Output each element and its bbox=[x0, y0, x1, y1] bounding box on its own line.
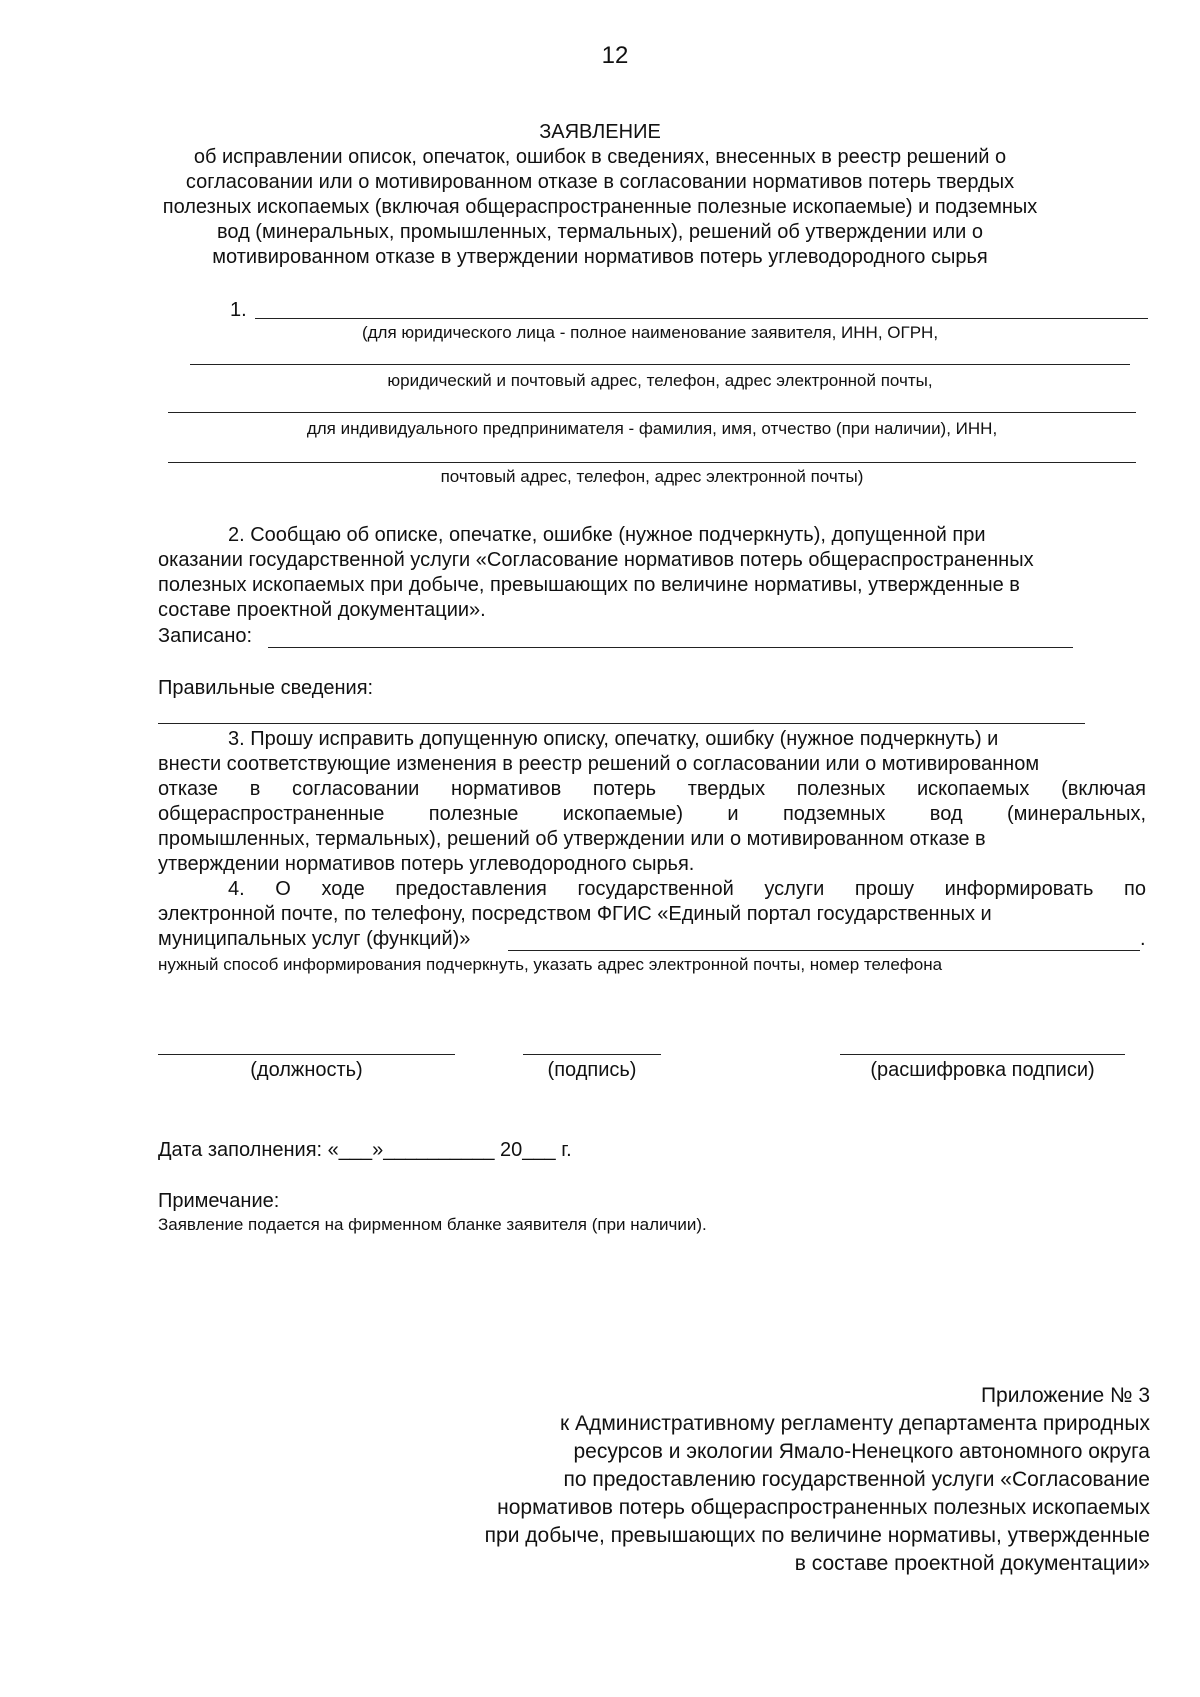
applicant-contacts-field[interactable] bbox=[168, 462, 1136, 463]
section4-line: 4. О ходе предоставления государственной услуги прошу информировать по bbox=[228, 878, 1146, 900]
appendix-line: ресурсов и экологии Ямало-Ненецкого автономного округа bbox=[573, 1440, 1150, 1463]
note-title: Примечание: bbox=[158, 1190, 280, 1212]
notification-note: нужный способ информирования подчеркнуть, указать адрес электронной почты, номер телефона bbox=[158, 955, 943, 974]
applicant-caption: юридический и почтовый адрес, телефон, адрес электронной почты, bbox=[387, 371, 933, 390]
signature-decoding-field[interactable] bbox=[840, 1054, 1125, 1055]
document-title: ЗАЯВЛЕНИЕ bbox=[539, 121, 661, 143]
appendix-line: Приложение № 3 bbox=[980, 1384, 1150, 1407]
appendix-line: нормативов потерь общераспространенных полезных ископаемых bbox=[497, 1496, 1150, 1519]
correct-info-field[interactable] bbox=[158, 723, 1085, 724]
position-caption: (должность) bbox=[250, 1059, 363, 1081]
written-field[interactable] bbox=[268, 647, 1073, 648]
appendix-line: в составе проектной документации» bbox=[794, 1552, 1150, 1575]
written-label: Записано: bbox=[158, 625, 253, 647]
appendix-line: к Административному регламенту департамента природных bbox=[560, 1412, 1150, 1435]
section2-line: составе проектной документации». bbox=[158, 599, 486, 621]
section3-line: промышленных, термальных), решений об утверждении или о мотивированном отказе в bbox=[158, 828, 986, 850]
signature-caption: (подпись) bbox=[547, 1059, 637, 1081]
subtitle-line: вод (минеральных, промышленных, термальных), решений об утверждении или о bbox=[217, 221, 983, 243]
signature-field[interactable] bbox=[523, 1054, 661, 1055]
section2-line: 2. Сообщаю об описке, опечатке, ошибке (нужное подчеркнуть), допущенной при bbox=[228, 524, 986, 546]
appendix-line: при добыче, превышающих по величине нормативы, утвержденные bbox=[484, 1524, 1150, 1547]
section3-line: утверждении нормативов потерь углеводородного сырья. bbox=[158, 853, 695, 875]
section4-line: электронной почте, по телефону, посредством ФГИС «Единый портал государственных и bbox=[158, 903, 992, 925]
section3-line: внести соответствующие изменения в реестр решений о согласовании или о мотивированном bbox=[158, 753, 1040, 775]
fill-date: Дата заполнения: «___»__________ 20___ г. bbox=[158, 1139, 572, 1161]
section3-line: отказе в согласовании нормативов потерь твердых полезных ископаемых (включая bbox=[158, 778, 1146, 800]
section2-line: оказании государственной услуги «Согласование нормативов потерь общераспространенных bbox=[158, 549, 1034, 571]
section2-line: полезных ископаемых при добыче, превышающих по величине нормативы, утвержденные в bbox=[158, 574, 1020, 596]
applicant-caption: для индивидуального предпринимателя - фамилия, имя, отчество (при наличии), ИНН, bbox=[306, 419, 998, 438]
section3-line: общераспространенные полезные ископаемые) и подземных вод (минеральных, bbox=[158, 803, 1146, 825]
page-number: 12 bbox=[601, 42, 629, 69]
section1-number: 1. bbox=[230, 299, 247, 321]
applicant-entrepreneur-field[interactable] bbox=[168, 412, 1136, 413]
subtitle-line: мотивированном отказе в утверждении нормативов потерь углеводородного сырья bbox=[212, 246, 988, 268]
signature-decoding-caption: (расшифровка подписи) bbox=[870, 1059, 1095, 1081]
note-text: Заявление подается на фирменном бланке заявителя (при наличии). bbox=[158, 1215, 707, 1234]
subtitle-line: согласовании или о мотивированном отказе в согласовании нормативов потерь твердых bbox=[185, 171, 1015, 193]
subtitle-line: об исправлении описок, опечаток, ошибок в сведениях, внесенных в реестр решений о bbox=[193, 146, 1007, 168]
notification-method-field[interactable] bbox=[508, 950, 1140, 951]
section4-trailing-dot: . bbox=[1140, 928, 1146, 950]
section4-line: муниципальных услуг (функций)» bbox=[158, 928, 471, 950]
applicant-caption: (для юридического лица - полное наименование заявителя, ИНН, ОГРН, bbox=[361, 323, 939, 342]
subtitle-line: полезных ископаемых (включая общераспространенные полезные ископаемые) и подземных bbox=[162, 196, 1038, 218]
applicant-address-field[interactable] bbox=[190, 364, 1130, 365]
applicant-name-field[interactable] bbox=[255, 318, 1148, 319]
position-field[interactable] bbox=[158, 1054, 455, 1055]
section3-line: 3. Прошу исправить допущенную описку, опечатку, ошибку (нужное подчеркнуть) и bbox=[228, 728, 999, 750]
appendix-line: по предоставлению государственной услуги «Согласование bbox=[563, 1468, 1150, 1491]
applicant-caption: почтовый адрес, телефон, адрес электронной почты) bbox=[440, 467, 864, 486]
correct-info-label: Правильные сведения: bbox=[158, 677, 374, 699]
